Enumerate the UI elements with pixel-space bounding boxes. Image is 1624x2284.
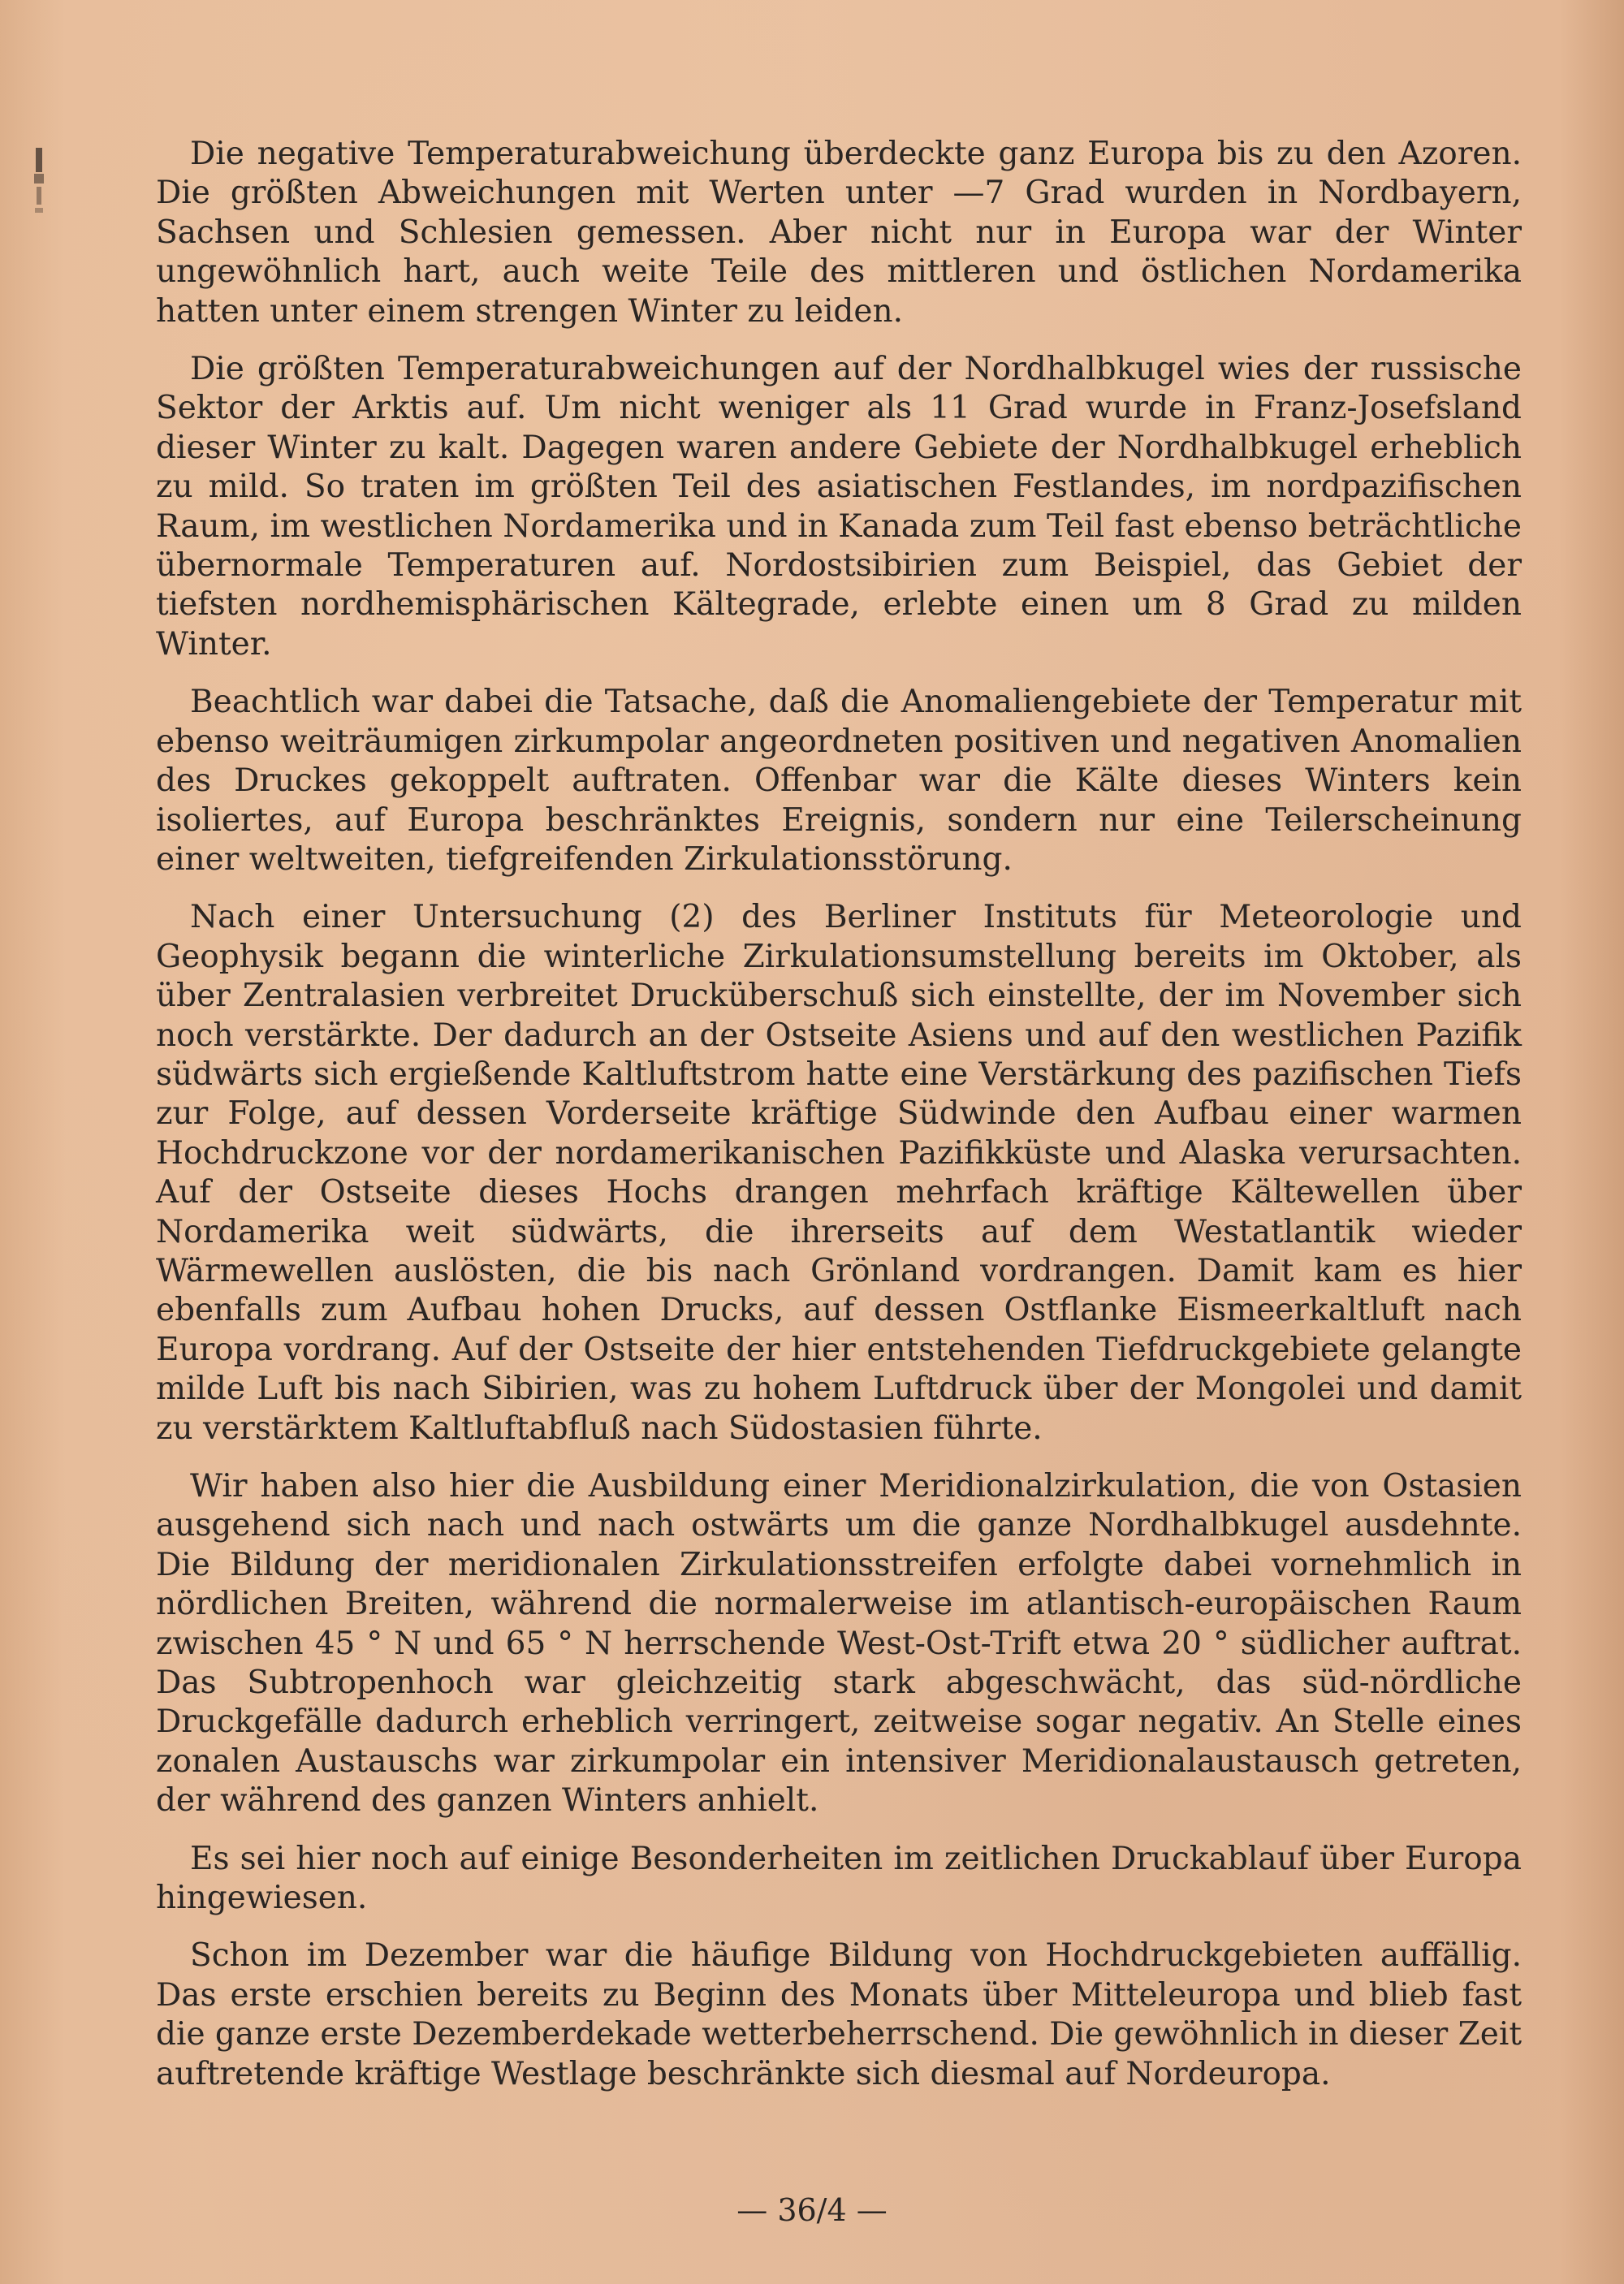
binding-mark-icon (31, 146, 49, 223)
paragraph-4: Nach einer Untersuchung (2) des Berliner Instituts für Meteorologie und Geophysik begann die winterliche Zirkulationsumstellung bereits im Oktober, als über Zentralasien verbreitet Drucküberschuß sich einstellte, der im November sich noch verstärkte. Der dadurch an der Ostseite Asiens und auf den westlichen Pazifik südwärts sich ergießende Kaltluftstrom hatte eine Verstärkung des pazifischen Tiefs zur Folge, auf dessen Vorderseite kräftige Südwinde den Aufbau einer warmen Hochdruckzone vor der nordamerikanischen Pazifikküste und Alaska verursachten. Auf der Ostseite dieses Hochs drangen mehrfach kräftige Kältewellen über Nordamerika weit südwärts, die ihrerseits auf dem Westatlantik wieder Wärmewellen auslösten, die bis nach Grönland vordrangen. Damit kam es hier ebenfalls zum Aufbau hohen Drucks, auf dessen Ostflanke Eismeerkaltluft nach Europa vordrang. Auf der Ostseite der hier entstehenden Tiefdruckgebiete gelangte milde Luft bis nach Sibirien, was zu hohem Luftdruck über der Mongolei und damit zu verstärktem Kaltluftabfluß nach Südostasien führte. (156, 899, 1522, 1447)
paragraph-6: Es sei hier noch auf einige Besonderheiten im zeitlichen Druckablauf über Europa hingewiesen. (156, 1840, 1522, 1917)
paragraph-1: Die negative Temperaturabweichung überdeckte ganz Europa bis zu den Azoren. Die größten Abweichungen mit Werten unter —7 Grad wurden in Nordbayern, Sachsen und Schlesien gemessen. Aber nicht nur in Europa war der Winter ungewöhnlich hart, auch weite Teile des mittleren und östlichen Nordamerika hatten unter einem strengen Winter zu leiden. (156, 136, 1522, 330)
body-text (156, 135, 1522, 2113)
paragraph-7: Schon im Dezember war die häufige Bildung von Hochdruckgebieten auffällig. Das erste erschien bereits zu Beginn des Monats über Mitteleuropa und blieb fast die ganze erste Dezemberdekade wetterbeherrschend. Die gewöhnlich in dieser Zeit auftretende kräftige Westlage beschränkte sich diesmal auf Nordeuropa. (156, 1937, 1522, 2092)
paragraph-3: Beachtlich war dabei die Tatsache, daß die Anomaliengebiete der Temperatur mit ebenso weiträumigen zirkumpolar angeordneten positiven und negativen Anomalien des Druckes gekoppelt auftraten. Offenbar war die Kälte dieses Winters kein isoliertes, auf Europa beschränktes Ereignis, sondern nur eine Teilerscheinung einer weltweiten, tiefgreifenden Zirkulationsstörung. (156, 684, 1522, 878)
paragraph-5: Wir haben also hier die Ausbildung einer Meridionalzirkulation, die von Ostasien ausgehend sich nach und nach ostwärts um die ganze Nordhalbkugel ausdehnte. Die Bildung der meridionalen Zirkulationsstreifen erfolgte dabei vornehmlich in nördlichen Breiten, während die normalerweise im atlantisch-europäischen Raum zwischen 45 ° N und 65 ° N herrschende West-Ost-Trift etwa 20 ° südlicher auftrat. Das Subtropenhoch war gleichzeitig stark abgeschwächt, das süd-nördliche Druckgefälle dadurch erheblich verringert, zeitweise sogar negativ. An Stelle eines zonalen Austauschs war zirkumpolar ein intensiver Meridionalaustausch getreten, der während des ganzen Winters anhielt. (156, 1468, 1522, 1820)
paragraph-2: Die größten Temperaturabweichungen auf der Nordhalbkugel wies der russische Sektor der Arktis auf. Um nicht weniger als 11 Grad wurde in Franz-Josefsland dieser Winter zu kalt. Dagegen waren andere Gebiete der Nordhalbkugel erheblich zu mild. So traten im größten Teil des asiatischen Festlandes, im nordpazifischen Raum, im westlichen Nordamerika und in Kanada zum Teil fast ebenso beträchtliche übernormale Temperaturen auf. Nordostsibirien zum Beispiel, das Gebiet der tiefsten nordhemisphärischen Kältegrade, erlebte einen um 8 Grad zu milden Winter. (156, 351, 1522, 663)
page-number: — 36/4 — (736, 2192, 888, 2228)
